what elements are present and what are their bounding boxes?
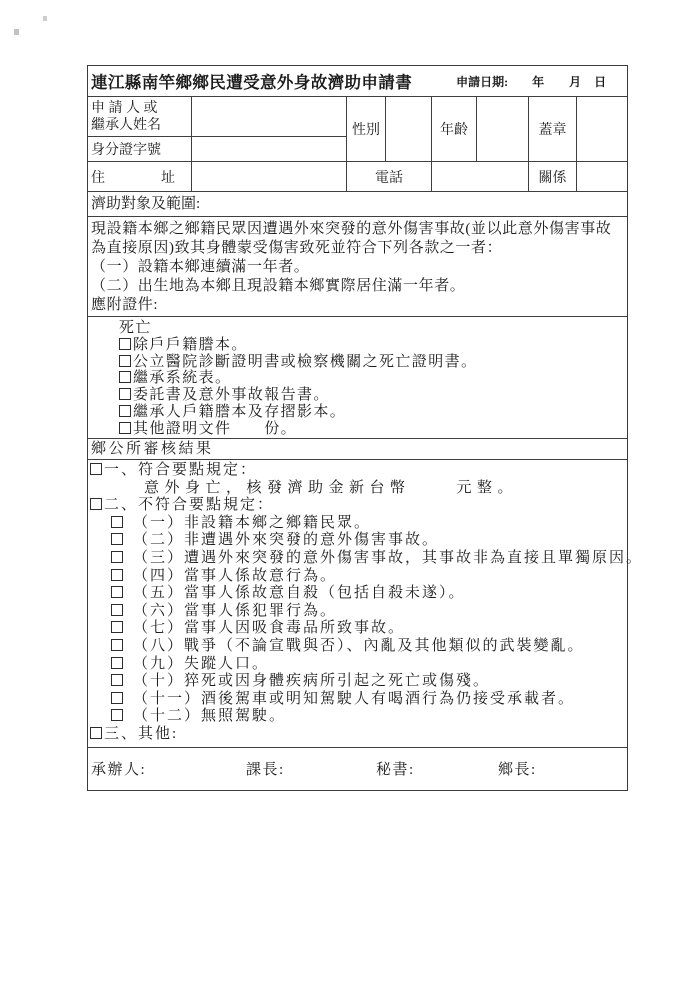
- checkbox-icon[interactable]: [119, 405, 131, 417]
- checkbox-icon[interactable]: [111, 569, 123, 581]
- age-field[interactable]: [476, 97, 528, 162]
- review-reason-label: （六）當事人係犯罪行為。: [133, 602, 338, 619]
- id-number-field[interactable]: [191, 137, 346, 162]
- review-section-heading: 鄉公所審核結果: [88, 438, 627, 459]
- checkbox-icon[interactable]: [111, 621, 123, 633]
- seal-field[interactable]: [576, 97, 628, 162]
- review-reason-label: （十二）無照駕駛。: [133, 708, 287, 725]
- review-reason-item: [111, 549, 644, 568]
- application-date-label: 申請日期:: [456, 74, 509, 89]
- review-reason-label: （二）非遭遇外來突發的意外傷害事故。: [133, 532, 440, 549]
- attachments-group-label: 死亡: [119, 320, 152, 336]
- handling-officer-label: 承辦人:: [91, 762, 147, 778]
- review-option2-row: [90, 497, 627, 515]
- review-reason-label: （三）遭遇外來突發的意外傷害事故，其事故非為直接且單獨原因。: [133, 549, 644, 566]
- relation-field[interactable]: [576, 162, 628, 192]
- review-option1-amount-row: [144, 480, 627, 498]
- scope-line: 現設籍本鄉之鄉籍民眾因遭遇外來突發的意外傷害事故(並以此意外傷害事故: [91, 221, 612, 237]
- scope-text-block: [88, 216, 627, 316]
- age-label: 年齡: [431, 97, 476, 162]
- id-number-label: 身分證字號: [88, 137, 191, 162]
- section-chief-label: 課長:: [246, 762, 285, 778]
- checkbox-icon[interactable]: [111, 709, 123, 721]
- scope-section-heading: 濟助對象及範圍:: [88, 191, 627, 216]
- attachment-item-label: 公立醫院診斷證明書或檢察機關之死亡證明書。: [133, 353, 478, 370]
- checkbox-icon[interactable]: [111, 551, 123, 563]
- checkbox-icon[interactable]: [119, 371, 131, 383]
- review-reason-item: [111, 673, 627, 691]
- review-reason-item: [111, 691, 627, 709]
- attachment-item-label: 其他證明文件 份。: [133, 420, 298, 437]
- review-reason-label: （四）當事人係故意行為。: [133, 567, 338, 584]
- scope-lines: [91, 220, 625, 296]
- attachment-item: [119, 387, 627, 404]
- review-option3-row: [90, 726, 627, 744]
- seal-label: 蓋章: [528, 97, 576, 162]
- review-reason-label: （五）當事人係故意自殺（包括自殺未遂）。: [133, 585, 466, 602]
- scope-line: （一）設籍本鄉連續滿一年者。: [91, 259, 310, 275]
- checkbox-icon[interactable]: [90, 727, 102, 739]
- checkbox-icon[interactable]: [111, 604, 123, 616]
- address-field[interactable]: [191, 162, 346, 192]
- scope-line: （二）出生地為本鄉且現設籍本鄉實際居住滿一年者。: [91, 278, 466, 294]
- attachment-item-label: 委託書及意外事故報告書。: [133, 387, 330, 404]
- attachment-item: [119, 337, 627, 354]
- review-reason-item: [111, 603, 627, 621]
- checkbox-icon[interactable]: [111, 674, 123, 686]
- checkbox-icon[interactable]: [111, 586, 123, 598]
- scan-artifact: [43, 16, 47, 21]
- review-reason-label: （一）非設籍本鄉之鄉籍民眾。: [133, 514, 372, 531]
- signature-row: [88, 747, 627, 792]
- form-title: 連江縣南竿鄉鄉民遭受意外身故濟助申請書: [91, 73, 413, 92]
- checkbox-icon[interactable]: [111, 639, 123, 651]
- review-block: [88, 459, 644, 747]
- checkbox-icon[interactable]: [119, 422, 131, 434]
- review-reason-item: [111, 515, 627, 533]
- attachment-item-label: 除戶戶籍謄本。: [133, 336, 248, 353]
- phone-field[interactable]: [431, 162, 528, 192]
- review-option3-label: 三、其他:: [104, 725, 179, 742]
- scan-artifact: [14, 29, 19, 35]
- review-reason-item: [111, 708, 627, 726]
- attachment-item: [119, 404, 627, 421]
- date-day-label: 日: [594, 74, 607, 89]
- township-mayor-label: 鄉長:: [498, 762, 537, 778]
- review-option1-label: 一、符合要點規定：: [104, 462, 258, 478]
- form-title-row: [88, 66, 627, 96]
- relation-label: 關係: [528, 162, 576, 192]
- checkbox-icon[interactable]: [119, 355, 131, 367]
- review-reason-item: [111, 620, 627, 638]
- date-month-label: 月: [569, 74, 582, 89]
- checkbox-icon[interactable]: [90, 498, 102, 510]
- checkbox-icon[interactable]: [111, 516, 123, 528]
- secretary-label: 秘書:: [376, 762, 415, 778]
- checkbox-icon[interactable]: [90, 463, 102, 475]
- review-option1-row: [90, 462, 627, 480]
- review-reason-label: （七）當事人因吸食毒品所致事故。: [133, 620, 406, 637]
- scope-line: 為直接原因)致其身體蒙受傷害致死並符合下列各款之一者：: [91, 240, 503, 256]
- review-option2-label: 二、不符合要點規定：: [104, 497, 275, 514]
- amount-suffix: 元整。: [456, 479, 519, 496]
- gender-label: 性別: [346, 97, 385, 162]
- gender-field[interactable]: [385, 97, 431, 162]
- attachment-item-label: 繼承系統表。: [133, 370, 232, 387]
- address-label: 住 址: [91, 171, 175, 186]
- applicant-name-label: 申 請 人 或 繼承人姓名: [88, 97, 191, 137]
- applicant-name-field[interactable]: [191, 97, 346, 137]
- attachment-item: [119, 354, 627, 371]
- checkbox-icon[interactable]: [111, 692, 123, 704]
- application-form: [87, 65, 644, 791]
- amount-prefix: 意外身亡，核發濟助金新台幣: [144, 479, 411, 496]
- review-reason-label: （八）戰爭（不論宣戰與否）、內亂及其他類似的武裝變亂。: [133, 637, 585, 654]
- review-reason-item: [111, 568, 627, 586]
- review-reason-item: [111, 656, 627, 674]
- review-reason-label: （十一）酒後駕車或明知駕駛人有喝酒行為仍接受承載者。: [133, 690, 576, 707]
- review-reason-label: （十）猝死或因身體疾病所引起之死亡或傷殘。: [133, 673, 491, 690]
- attachment-item-label: 繼承人戶籍謄本及存摺影本。: [133, 403, 347, 420]
- attachments-heading: 應附證件:: [91, 297, 159, 313]
- attachment-item: [119, 370, 627, 387]
- checkbox-icon[interactable]: [111, 657, 123, 669]
- review-reason-label: （九）失蹤人口。: [133, 655, 270, 672]
- review-reason-item: [111, 532, 627, 550]
- review-reason-item: [111, 638, 627, 656]
- checkbox-icon[interactable]: [111, 533, 123, 545]
- phone-label: 電話: [346, 162, 431, 192]
- applicant-info-table: [88, 96, 627, 191]
- attachments-block: [88, 316, 627, 438]
- attachments-list: [119, 337, 627, 438]
- date-year-label: 年: [532, 74, 545, 89]
- checkbox-icon[interactable]: [119, 338, 131, 350]
- review-reason-item: [111, 585, 627, 603]
- review-option2-list: [90, 514, 644, 726]
- attachment-item: [119, 421, 627, 438]
- checkbox-icon[interactable]: [119, 388, 131, 400]
